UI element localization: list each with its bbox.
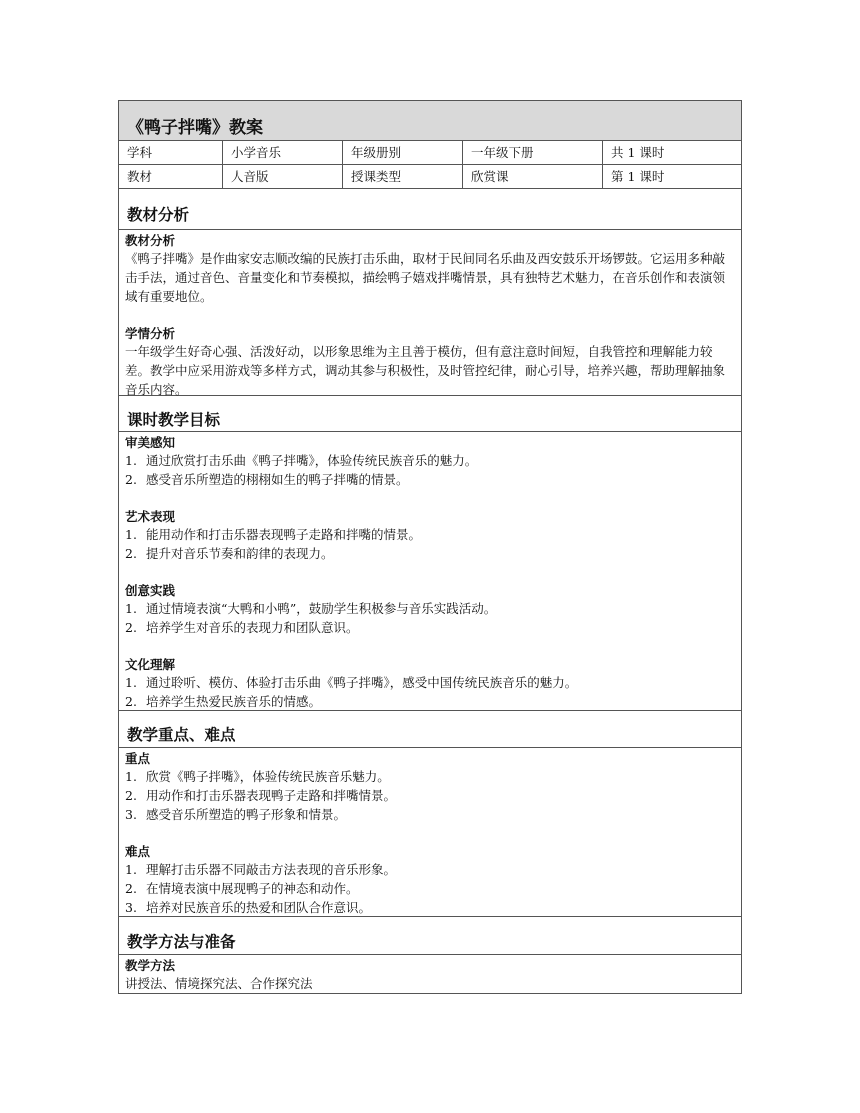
list-item: 1. 通过欣赏打击乐曲《鸭子拌嘴》，体验传统民族音乐的魅力。	[125, 453, 478, 468]
section-heading: 教学重点、难点	[119, 711, 741, 748]
subsection-title: 难点	[125, 844, 151, 859]
subsection-title: 教学方法	[125, 958, 176, 973]
subsection-title: 创意实践	[125, 583, 176, 598]
list-item: 2. 培养学生对音乐的表现力和团队意识。	[125, 620, 359, 635]
section-body	[119, 955, 741, 993]
info-cell: 学科	[119, 141, 223, 164]
info-cell: 授课类型	[343, 165, 463, 188]
list-item: 2. 培养学生热爱民族音乐的情感。	[125, 694, 322, 709]
list-item: 1. 能用动作和打击乐器表现鸭子走路和拌嘴的情景。	[125, 527, 422, 542]
subsection-title: 审美感知	[125, 435, 176, 450]
title-row	[119, 101, 741, 141]
list-item: 2. 用动作和打击乐器表现鸭子走路和拌嘴情景。	[125, 788, 397, 803]
section-heading: 教学方法与准备	[119, 917, 741, 955]
lesson-plan-table	[118, 100, 742, 994]
subsection-title: 教材分析	[125, 233, 176, 248]
info-cell: 欣赏课	[463, 165, 603, 188]
subsection-title: 重点	[125, 751, 151, 766]
document-title: 《鸭子拌嘴》教案	[127, 118, 263, 138]
list-item: 2. 在情境表演中展现鸭子的神态和动作。	[125, 881, 359, 896]
section-body	[119, 230, 741, 396]
info-row-subject	[119, 141, 741, 165]
info-cell: 共 1 课时	[611, 145, 665, 160]
list-item: 3. 感受音乐所塑造的鸭子形象和情景。	[125, 807, 347, 822]
list-item: 2. 感受音乐所塑造的栩栩如生的鸭子拌嘴的情景。	[125, 472, 409, 487]
section-body	[119, 748, 741, 917]
paragraph: 《鸭子拌嘴》是作曲家安志顺改编的民族打击乐曲，取材于民间同名乐曲及西安鼓乐开场锣鼓。它运用多种敲击手法，通过音色、音量变化和节奏模拟，描绘鸭子嬉戏拌嘴情景，具有独特艺术魅力，在音乐创作和表演领域有重要地位。	[125, 251, 726, 304]
subsection-title: 艺术表现	[125, 509, 176, 524]
paragraph: 讲授法、情境探究法、合作探究法	[125, 976, 313, 991]
list-item: 1. 理解打击乐器不同敲击方法表现的音乐形象。	[125, 862, 397, 877]
paragraph: 一年级学生好奇心强、活泼好动，以形象思维为主且善于模仿，但有意注意时间短，自我管控和理解能力较差。教学中应采用游戏等多样方式，调动其参与积极性，及时管控纪律，耐心引导，培养兴趣，帮助理解抽象音乐内容。	[125, 344, 726, 397]
info-cell: 人音版	[223, 165, 343, 188]
section-heading: 课时教学目标	[119, 396, 741, 432]
info-cell: 小学音乐	[223, 141, 343, 164]
subsection-title: 学情分析	[125, 326, 176, 341]
info-row-textbook	[119, 165, 741, 189]
info-cell: 教材	[119, 165, 223, 188]
subsection-title: 文化理解	[125, 657, 176, 672]
info-cell: 第 1 课时	[611, 169, 665, 184]
list-item: 1. 通过聆听、模仿、体验打击乐曲《鸭子拌嘴》，感受中国传统民族音乐的魅力。	[125, 675, 578, 690]
list-item: 2. 提升对音乐节奏和韵律的表现力。	[125, 546, 334, 561]
list-item: 1. 通过情境表演“大鸭和小鸭”，鼓励学生积极参与音乐实践活动。	[125, 601, 497, 616]
list-item: 1. 欣赏《鸭子拌嘴》，体验传统民族音乐魅力。	[125, 769, 390, 784]
section-heading: 教材分析	[119, 189, 741, 230]
section-body	[119, 432, 741, 711]
list-item: 3. 培养对民族音乐的热爱和团队合作意识。	[125, 900, 372, 915]
info-cell: 年级册别	[343, 141, 463, 164]
info-cell: 一年级下册	[463, 141, 603, 164]
